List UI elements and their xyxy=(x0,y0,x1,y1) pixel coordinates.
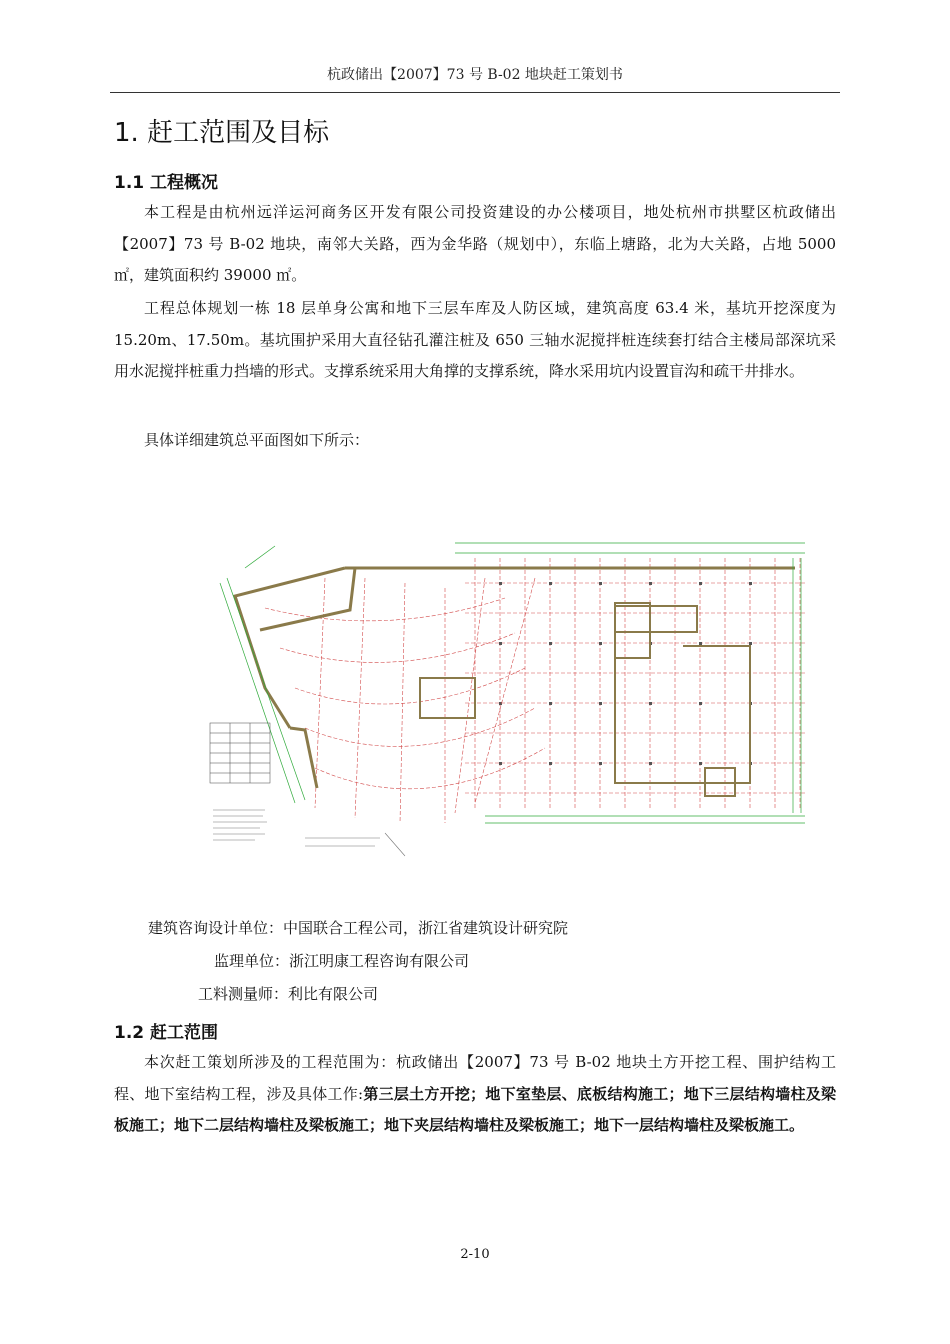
dimension-lines xyxy=(220,543,805,823)
quantity-surveyor: 工料测量师：利比有限公司 xyxy=(198,985,379,1003)
scope-work-items: 第三层土方开挖；地下室垫层、底板结构施工；地下三层结构墙柱及梁板施工；地下二层结构墙柱及梁板施工；地下夹层结构墙柱及梁板施工；地下一层结构墙柱及梁板施工。 xyxy=(114,1084,836,1134)
site-plan-drawing xyxy=(205,538,805,860)
columns xyxy=(499,582,752,765)
supervision-unit: 监理单位：浙江明康工程咨询有限公司 xyxy=(214,952,470,970)
overview-paragraph-3: 具体详细建筑总平面图如下所示： xyxy=(144,431,370,449)
section-1-title: 1. 赶工范围及目标 xyxy=(114,118,330,148)
legend-table xyxy=(210,723,270,783)
scope-intro: 本次赶工策划所涉及的工程范围为：杭政储出【2007】73 号 B-02 地块土方开挖工程、围护结构工程、地下室结构工程，涉及具体工作: xyxy=(114,1053,836,1103)
overview-paragraph-1: 本工程是由杭州远洋运河商务区开发有限公司投资建设的办公楼项目，地处杭州市拱墅区杭政储出【2007】73 号 B-02 地块，南邻大关路，西为金华路（规划中），东临上塘路，北为大关路，占地 5000 ㎡，建筑面积约 39000 ㎡。 xyxy=(114,203,836,284)
walls xyxy=(235,568,795,788)
east-grid xyxy=(465,558,805,810)
scope-paragraph xyxy=(114,1047,836,1142)
page-header: 杭政储出【2007】73 号 B-02 地块赶工策划书 xyxy=(110,64,840,93)
design-unit: 建筑咨询设计单位：中国联合工程公司，浙江省建筑设计研究院 xyxy=(148,919,569,937)
section-1-2-title: 1.2 赶工范围 xyxy=(114,1023,219,1043)
overview-paragraph-2: 工程总体规划一栋 18 层单身公寓和地下三层车库及人防区域，建筑高度 63.4 米，基坑开挖深度为 15.20m、17.50m。基坑围护采用大直径钻孔灌注桩及 650 三轴水泥搅拌桩连续套打结合主楼局部深坑采用水泥搅拌桩重力挡墙的形式。支撑系统采用大角撑的支撑系统，降水采用坑内设置盲沟和疏干井排水。 xyxy=(114,299,836,380)
notes-lines xyxy=(213,810,405,856)
section-1-1-title: 1.1 工程概况 xyxy=(114,173,219,193)
west-fan-grid xyxy=(265,578,545,823)
page-number: 2-10 xyxy=(460,1247,490,1262)
